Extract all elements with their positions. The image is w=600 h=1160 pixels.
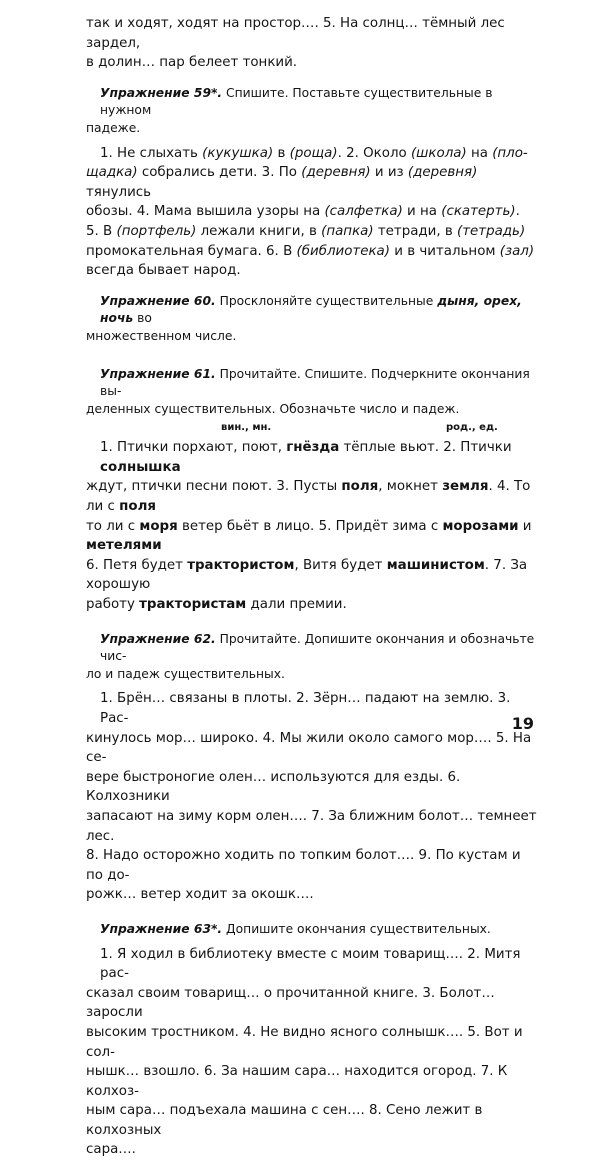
text-line: промокательная бумага. 6. В (библиотека) и в читальном (зал) (86, 243, 535, 259)
word-prompt: (деревня) (407, 165, 478, 181)
exercise-heading: Упражнение 62. Прочитайте. Допишите окончания и обозначьте чис- (100, 631, 535, 664)
word-prompt: (деревня) (301, 165, 371, 181)
grammar-annotations (86, 422, 538, 438)
text-line: работу трактористам дали премии. (86, 597, 347, 613)
word-prompt: (кукушка) (202, 145, 274, 161)
text-line: обозы. 4. Мама вышила узоры на (салфетка) и на (скатерть). (86, 204, 520, 220)
highlighted-word: земля (442, 479, 489, 495)
word-prompt: (тетрадь) (457, 223, 526, 239)
text-line: 1. Брён… связаны в плоты. 2. Зёрн… падают на землю. 3. Рас- (100, 691, 511, 726)
highlighted-word: морозами (442, 518, 519, 534)
text-line: щадка) собрались дети. 3. По (деревня) и из (деревня) тянулись (86, 165, 478, 200)
text-line: 1. Не слыхать (кукушка) в (роща). 2. Около (школа) на (пло- (100, 145, 528, 161)
word-prompt: (портфель) (116, 223, 197, 239)
highlighted-word: поля (341, 479, 379, 495)
text-line: 6. Петя будет трактористом, Витя будет машинистом. 7. За хорошую (86, 557, 528, 593)
exercise-task: Спишите. Поставьте существительные в нужном (100, 85, 493, 118)
highlighted-word: трактористом (187, 557, 295, 573)
exercise-task-cont: ло и падеж существительных. (86, 666, 285, 681)
text-line: высоким тростником. 4. Не видно ясного солнышк…. 5. Вот и сол- (86, 1024, 523, 1060)
highlighted-word: моря (139, 518, 178, 534)
text-line: нышк… взошло. 6. За нашим сара… находится огород. 7. К колхоз- (86, 1064, 508, 1099)
annotation: род., ед. (446, 422, 498, 434)
text-line: то ли с моря ветер бьёт в лицо. 5. Придёт зима с морозами и метелями (86, 518, 532, 554)
highlighted-word: солнышка (100, 459, 181, 475)
word-prompt: (салфетка) (324, 204, 403, 220)
exercise-label: Упражнение 62. (100, 631, 216, 646)
word-prompt: (пло- (492, 145, 528, 161)
highlighted-word: поля (119, 499, 156, 515)
exercise-label: Упражнение 61. (100, 366, 216, 381)
word-prompt: (папка) (321, 223, 374, 239)
text-line: кинулось мор… широко. 4. Мы жили около самого мор…. 5. На се- (86, 730, 532, 766)
text-line: ным сара… подъехала машина с сен…. 8. Сено лежит в колхозных (86, 1103, 483, 1138)
exercise-heading (86, 85, 538, 120)
text-line: ждут, птички песни поют. 3. Пусты поля, мокнет земля. 4. То ли с поля (86, 479, 531, 515)
text-line: вере быстроногие олен… используются для езды. 6. Колхозники (86, 769, 461, 805)
exercise-task-cont: падеже. (86, 120, 141, 135)
exercise-heading: Упражнение 63*. Допишите окончания существительных. (100, 921, 491, 936)
text-line: сара…. (86, 1142, 136, 1158)
text-line: 8. Надо осторожно ходить по топким болот…. 9. По кустам и по до- (86, 848, 521, 883)
text-line: в долин… пар белеет тонкий. (86, 55, 298, 71)
word-prompt: (роща) (289, 145, 338, 161)
word-prompt: щадка) (86, 165, 138, 181)
annotation: вин., мн. (221, 422, 272, 434)
exercise-task-cont: множественном числе. (86, 328, 237, 343)
word-prompt: (библиотека) (296, 243, 390, 259)
page-number: 19 (511, 714, 534, 733)
exercise-label: Упражнение 59*. (100, 85, 223, 100)
exercise-heading: Упражнение 61. Прочитайте. Спишите. Подчеркните окончания вы- (100, 366, 530, 399)
exercise-label: Упражнение 60. (100, 293, 216, 308)
exercise-heading: Упражнение 60. Просклоняйте существительные дыня, орех, ночь во (100, 293, 522, 326)
text-line: рожк… ветер ходит за окошк…. (86, 887, 314, 903)
text-line: запасают на зиму корм олен…. 7. За ближним болот… темнеет лес. (86, 808, 537, 844)
exercise-62 (86, 631, 538, 905)
highlighted-word: метелями (86, 538, 162, 554)
word-prompt: (зал) (499, 243, 535, 259)
text-line: сказал своим товарищ… о прочитанной книге. 3. Болот… заросли (86, 985, 495, 1021)
exercise-63 (86, 921, 538, 1160)
exercise-label: Упражнение 63*. (100, 921, 223, 936)
exercise-61 (86, 366, 538, 615)
exercise-60 (86, 293, 538, 346)
highlighted-word: трактористам (139, 597, 247, 613)
exercise-59 (86, 85, 538, 281)
highlighted-word: машинистом (386, 557, 485, 573)
highlighted-word: гнёзда (286, 440, 340, 456)
text-line: 1. Птички порхают, поют, гнёзда тёплые вьют. 2. Птички солнышка (100, 440, 512, 475)
target-words: дыня, орех, ночь (100, 293, 522, 326)
word-prompt: (скатерть) (441, 204, 516, 220)
exercise-task-cont: деленных существительных. Обозначьте число и падеж. (86, 401, 460, 416)
word-prompt: (школа) (410, 145, 467, 161)
text-line: 5. В (портфель) лежали книги, в (папка) тетради, в (тетрадь) (86, 223, 526, 239)
text-line: 1. Я ходил в библиотеку вместе с моим товарищ…. 2. Митя рас- (100, 946, 521, 982)
text-line: так и ходят, ходят на простор…. 5. На солнц… тёмный лес зардел, (86, 16, 505, 51)
intro-fragment (86, 14, 538, 73)
text-line: всегда бывает народ. (86, 263, 241, 279)
